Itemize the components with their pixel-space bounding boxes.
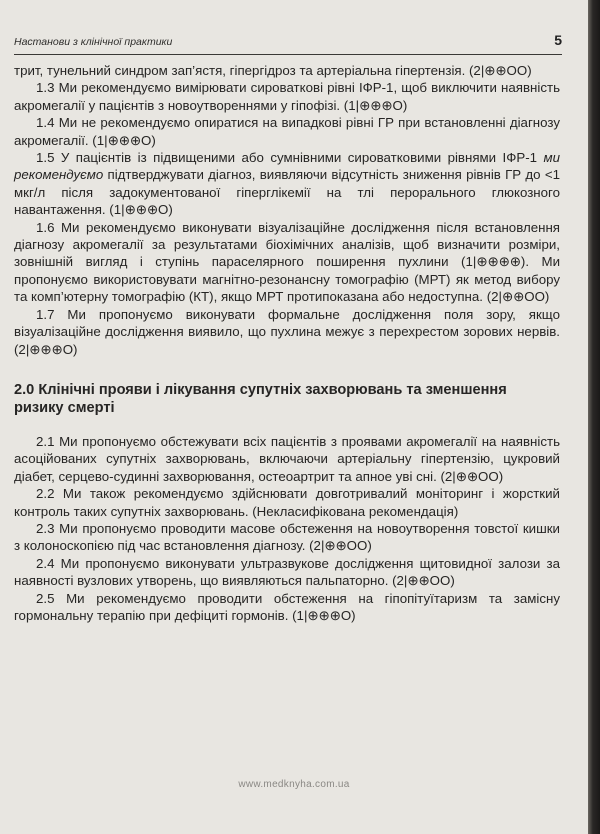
book-spine-edge	[588, 0, 600, 834]
recommendation-1-7: 1.7 Ми пропонуємо виконувати формальне дослідження поля зору, якщо візуалізаційне дослідження виявило, що пухлина межує з перехрестом зорових нервів. (2|⊕⊕⊕O)	[14, 306, 560, 357]
recommendation-1-5-part-a: 1.5 У пацієнтів із підвищеними або сумнівними сироватковими рівнями ІФР-1	[36, 150, 538, 166]
footer-url: www.medknyha.com.ua	[238, 779, 350, 790]
section-heading: 2.0 Клінічні прояви і лікування супутніх захворювань та зменшення ризику смерті	[14, 381, 507, 416]
header-title: Настанови з клінічної практики	[14, 36, 173, 48]
recommendation-1-5	[14, 149, 560, 219]
page-content	[14, 62, 560, 624]
recommendation-2-3: 2.3 Ми пропонуємо проводити масове обстеження на новоутворення товстої кишки з колоноскопією під час встановлення діагнозу. (2|⊕⊕OO)	[14, 520, 560, 554]
recommendation-2-4: 2.4 Ми пропонуємо виконувати ультразвукове дослідження щитовидної залози за наявності вузлових утворень, що виявляються пальпаторно. (2|⊕⊕OO)	[14, 555, 560, 589]
recommendation-2-1: 2.1 Ми пропонуємо обстежувати всіх пацієнтів з проявами акромегалії на наявність асоційованих супутніх захворювань, включаючи артеріальну гіпертензію, цукровий діабет, серцево-судинні захворювання, остеоартрит та апное уві сні. (2|⊕⊕OO)	[14, 433, 560, 484]
recommendation-2-2: 2.2 Ми також рекомендуємо здійснювати довготривалий моніторинг і жорсткий контроль таких супутніх захворювань. (Некласифікована рекомендація)	[14, 486, 560, 519]
paragraph-continuation: трит, тунельний синдром зап’ястя, гіпергідроз та артеріальна гіпертензія. (2|⊕⊕OO)	[14, 63, 532, 78]
recommendation-1-5-emphasis: ми рекомендуємо	[14, 150, 560, 183]
recommendation-1-4: 1.4 Ми не рекомендуємо опиратися на випадкові рівні ГР при встановленні діагнозу акромегалії. (1|⊕⊕⊕O)	[14, 115, 560, 148]
recommendation-1-5-part-c: підтверджувати діагноз, виявляючи відсутність зниження рівнів ГР до <1 мкг/л після задокументованої гіперглікемії на тлі перорального глюкозного навантаження. (1|⊕⊕⊕O)	[14, 167, 560, 218]
recommendation-2-5: 2.5 Ми рекомендуємо проводити обстеження на гіпопітуїтаризм та замісну гормональну терапію при дефіциті гормонів. (1|⊕⊕⊕O)	[14, 590, 560, 623]
recommendation-1-3: 1.3 Ми рекомендуємо вимірювати сироваткові рівні ІФР-1, щоб виключити наявність акромегалії у пацієнтів з новоутвореннями у гіпофізі. (1|⊕⊕⊕O)	[14, 80, 560, 113]
running-header	[14, 34, 562, 55]
page-number: 5	[554, 32, 562, 48]
recommendation-1-6: 1.6 Ми рекомендуємо виконувати візуалізаційне дослідження після встановлення діагнозу акромегалії за результатами біохімічних аналізів, щоб визначити розміри, зовнішній вигляд і ступінь параселярного поширення пухлини (1|⊕⊕⊕⊕). Ми пропонуємо використовувати магнітно-резонансну томографію (МРТ) як метод вибору та комп’ютерну томографію (КТ), якщо МРТ протипоказана або недоступна. (2|⊕⊕OO)	[14, 219, 560, 305]
